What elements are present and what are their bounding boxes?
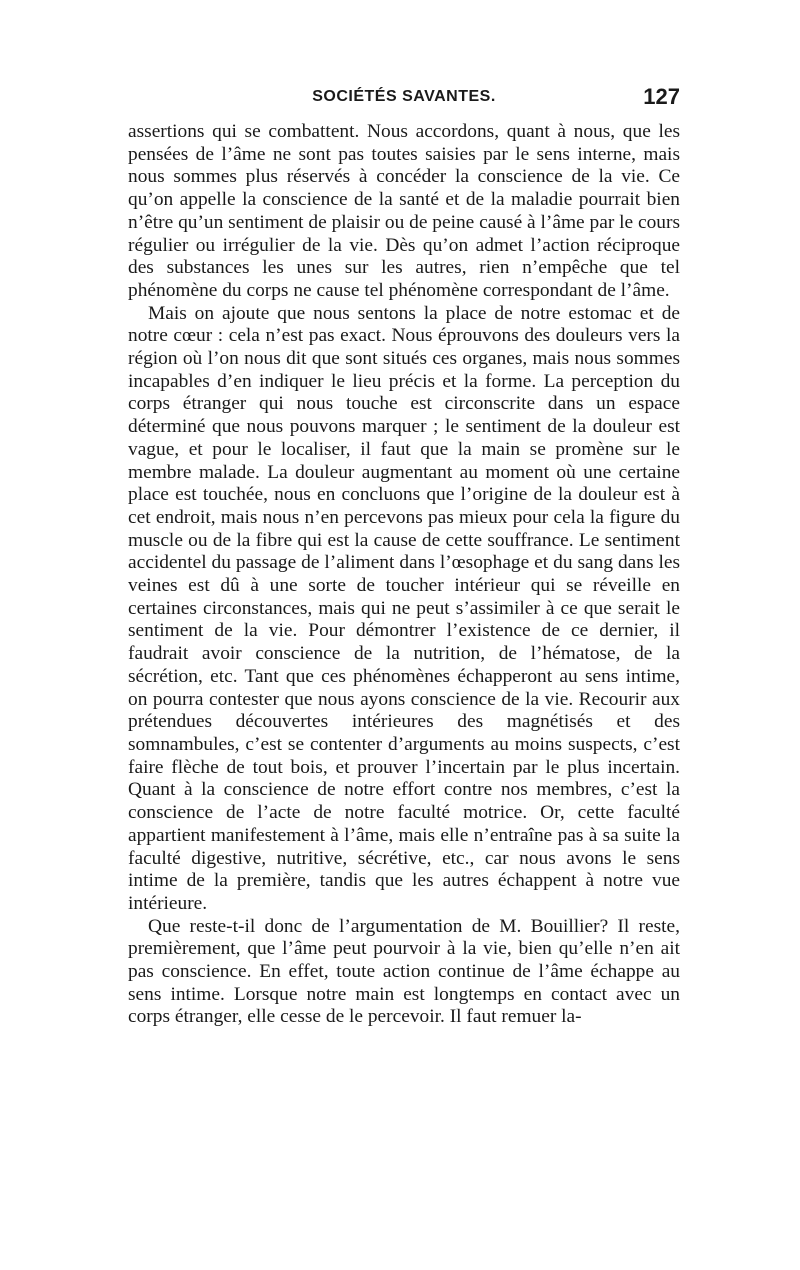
page-number: 127 [643, 84, 680, 109]
paragraph: Que reste-t-il donc de l’argumentation de M. Bouillier? Il reste, premièrement, que l’âme peut pourvoir à la vie, bien qu’elle n’en ait pas conscience. En effet, toute action continue de l’âme échappe au sens intime. Lorsque notre main est longtemps en contact avec un corps étranger, elle cesse de le percevoir. Il faut remuer la- [128, 915, 680, 1028]
paragraph: assertions qui se combattent. Nous accordons, quant à nous, que les pensées de l’âme ne sont pas toutes saisies par le sens interne, mais nous sommes plus réservés à concéder la conscience de la vie. Ce qu’on appelle la conscience de la santé et de la maladie pourrait bien n’être qu’un sentiment de plaisir ou de peine causé à l’âme par le cours régulier ou irrégulier de la vie. Dès qu’on admet l’action réciproque des substances les unes sur les autres, rien n’empêche que tel phénomène du corps ne cause tel phénomène correspondant de l’âme. [128, 121, 680, 301]
running-head [128, 84, 680, 118]
paragraph: Mais on ajoute que nous sentons la place de notre estomac et de notre cœur : cela n’est pas exact. Nous éprouvons des douleurs vers la région où l’on nous dit que sont situés ces organes, mais nous sommes incapables d’en indiquer le lieu précis et la forme. La perception du corps étranger qui nous touche est circonscrite dans un espace déterminé que nous pouvons marquer ; le sentiment de la douleur est vague, et pour le localiser, il faut que la main se promène sur le membre malade. La douleur augmentant au moment où une certaine place est touchée, nous en concluons que l’origine de la douleur est à cet endroit, mais nous n’en percevons pas mieux pour cela la figure du muscle ou de la fibre qui est la cause de cette souffrance. Le sentiment accidentel du passage de l’aliment dans l’œsophage et du sang dans les veines est dû à une sorte de toucher intérieur qui se réveille en certaines circonstances, mais qui ne peut s’assimiler à ce que serait le sentiment de la vie. Pour démontrer l’existence de ce dernier, il faudrait avoir conscience de la nutrition, de l’hématose, de la sécrétion, etc. Tant que ces phénomènes échapperont au sens intime, on pourra contester que nous ayons conscience de la vie. Recourir aux prétendues découvertes intérieures des magnétisés et des somnambules, c’est se contenter d’arguments au moins suspects, c’est faire flèche de tout bois, et prouver l’incertain par le plus incertain. Quant à la conscience de notre effort contre nos membres, c’est la conscience de l’acte de notre faculté motrice. Or, cette faculté appartient manifestement à l’âme, mais elle n’entraîne pas à sa suite la faculté digestive, nutritive, sécrétive, etc., car nous avons le sens intime de la première, tandis que les autres échappent à notre vue intérieure. [128, 302, 680, 914]
running-title: SOCIÉTÉS SAVANTES. [312, 88, 496, 105]
body-text [128, 121, 680, 1029]
